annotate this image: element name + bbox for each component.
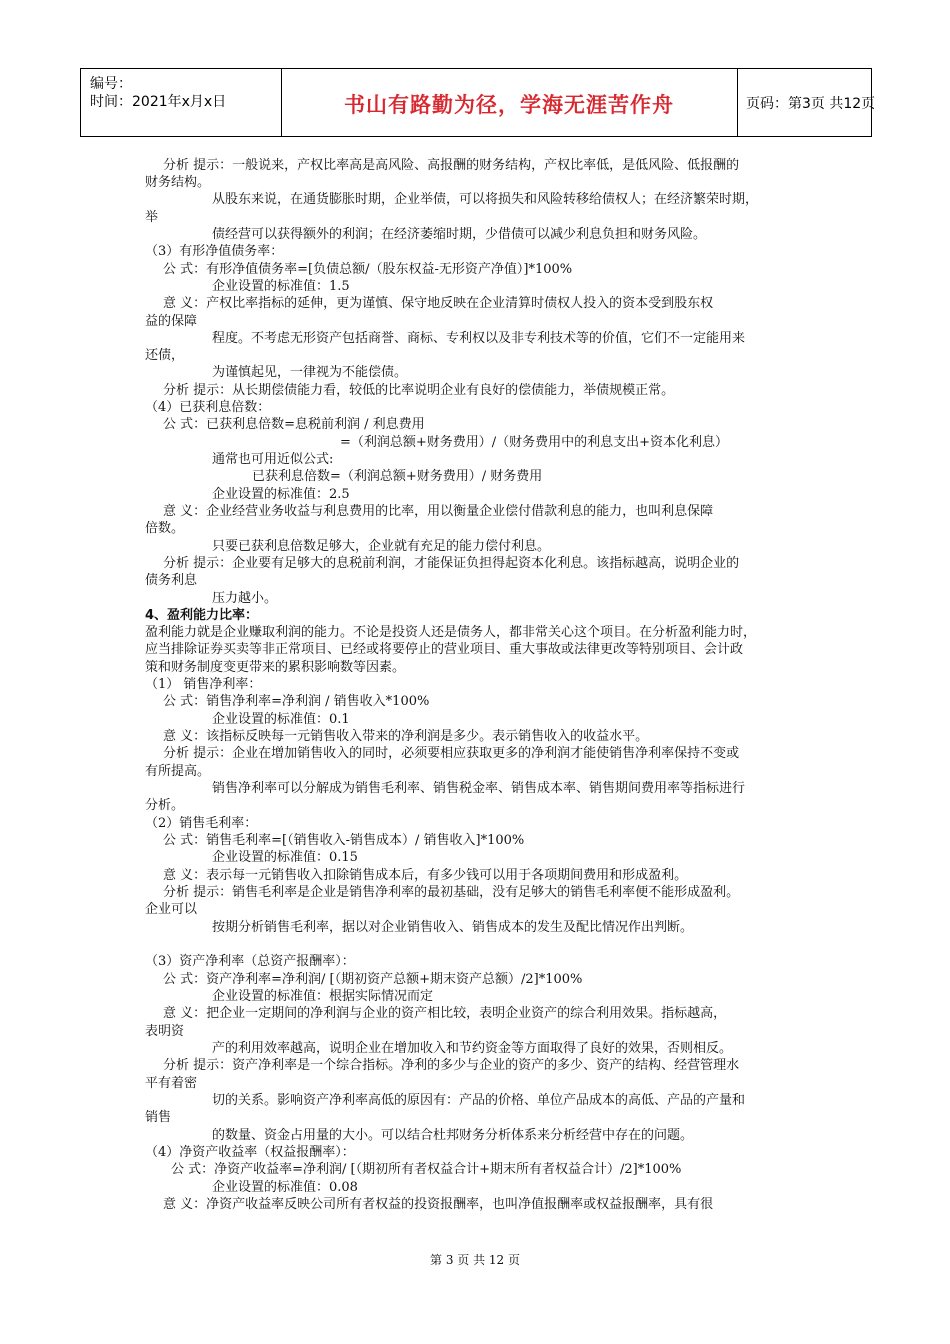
text-line: 为谨慎起见，一律视为不能偿债。: [212, 365, 408, 380]
document-date-label: 时间：2021年x月x日: [90, 94, 227, 110]
text-line: 分析 提示：销售毛利率是企业是销售净利率的最初基础，没有足够大的销售毛利率便不能形成盈利。: [163, 885, 740, 900]
text-line: 分析 提示：一般说来，产权比率高是高风险、高报酬的财务结构，产权比率低，是低风险、低报酬的: [163, 158, 740, 173]
text-line: 债经营可以获得额外的利润；在经济萎缩时期，少借债可以减少利息负担和财务风险。: [212, 227, 707, 242]
section-heading: 4、盈利能力比率：: [145, 608, 259, 623]
header-motto-cell: [281, 69, 738, 136]
text-line: 按期分析销售毛利率，据以对企业销售收入、销售成本的发生及配比情况作出判断。: [212, 920, 694, 935]
text-line: 意 义：产权比率指标的延伸，更为谨慎、保守地反映在企业清算时债权人投入的资本受到股东权: [163, 296, 714, 311]
text-line: 企业可以: [145, 902, 198, 917]
text-line: 只要已获利息倍数足够大，企业就有充足的能力偿付利息。: [212, 539, 551, 554]
header-page-number: 页码：第3页 共12页: [746, 96, 876, 112]
text-line: 公 式：有形净值债务率=[负债总额/（股东权益-无形资产净值）]*100%: [163, 262, 573, 277]
text-line: 的数量、资金占用量的大小。可以结合杜邦财务分析体系来分析经营中存在的问题。: [212, 1128, 694, 1143]
text-line: 公 式：销售净利率=净利润 / 销售收入*100%: [163, 694, 430, 709]
text-line: 分析。: [145, 798, 185, 813]
text-line: （1） 销售净利率：: [145, 677, 262, 692]
page-footer: 第 3 页 共 12 页: [430, 1253, 520, 1267]
text-line: 应当排除证券买卖等非正常项目、已经或将要停止的营业项目、重大事故或法律更改等特别项目、会计政: [145, 642, 744, 657]
text-line: 平有着密: [145, 1076, 198, 1091]
text-line: 举: [145, 210, 159, 225]
text-line: 倍数。: [145, 521, 185, 536]
text-line: 已获利息倍数=（利润总额+财务费用）/ 财务费用: [252, 469, 543, 484]
text-line: 企业设置的标准值：根据实际情况而定: [212, 989, 434, 1004]
text-line: 意 义：该指标反映每一元销售收入带来的净利润是多少。表示销售收入的收益水平。: [163, 729, 649, 744]
document-number-label: 编号：: [90, 76, 132, 92]
text-line: 分析 提示：资产净利率是一个综合指标。净利的多少与企业的资产的多少、资产的结构、经营管理水: [163, 1058, 740, 1073]
text-line: 通常也可用近似公式:: [212, 452, 334, 467]
text-line: 策和财务制度变更带来的累积影响数等因素。: [145, 660, 406, 675]
header-info-cell: [81, 69, 282, 136]
text-line: 程度。不考虑无形资产包括商誉、商标、专利权以及非专利技术等的价值，它们不一定能用来: [212, 331, 746, 346]
text-line: （3）有形净值债务率：: [145, 244, 284, 259]
text-line: 分析 提示：从长期偿债能力看，较低的比率说明企业有良好的偿债能力，举债规模正常。: [163, 383, 675, 398]
text-line: 企业设置的标准值：1.5: [212, 279, 350, 294]
text-line: 有所提高。: [145, 764, 211, 779]
text-line: 分析 提示：企业要有足够大的息税前利润，才能保证负担得起资本化利息。该指标越高，说明企业的: [163, 556, 740, 571]
text-line: 还债，: [145, 348, 185, 363]
text-line: 意 义：表示每一元销售收入扣除销售成本后，有多少钱可以用于各项期间费用和形成盈利。: [163, 868, 688, 883]
text-line: （2）销售毛利率：: [145, 816, 258, 831]
text-line: 公 式：资产净利率=净利润/ [（期初资产总额+期末资产总额）/2]*100%: [163, 972, 583, 987]
text-line: 产的利用效率越高，说明企业在增加收入和节约资金等方面取得了良好的效果，否则相反。: [212, 1041, 733, 1056]
text-line: 切的关系。影响资产净利率高低的原因有：产品的价格、单位产品成本的高低、产品的产量和: [212, 1093, 746, 1108]
text-line: 企业设置的标准值：0.15: [212, 850, 358, 865]
text-line: 企业设置的标准值：0.1: [212, 712, 350, 727]
text-line: 从股东来说，在通货膨胀时期，企业举债，可以将损失和风险转移给债权人；在经济繁荣时期，: [212, 192, 759, 207]
text-line: 意 义：净资产收益率反映公司所有者权益的投资报酬率，也叫净值报酬率或权益报酬率，具有很: [163, 1197, 714, 1212]
text-line: 销售净利率可以分解成为销售毛利率、销售税金率、销售成本率、销售期间费用率等指标进行: [212, 781, 746, 796]
text-line: 表明资: [145, 1024, 185, 1039]
text-line: 公 式：销售毛利率=[（销售收入-销售成本）/ 销售收入]*100%: [163, 833, 525, 848]
text-line: 公 式：已获利息倍数=息税前利润 / 利息费用: [163, 417, 425, 432]
text-line: 压力越小。: [212, 591, 278, 606]
header-motto: 书山有路勤为径，学海无涯苦作舟: [344, 93, 674, 117]
text-line: 财务结构。: [145, 175, 211, 190]
text-line: 企业设置的标准值：2.5: [212, 487, 350, 502]
text-line: 意 义：企业经营业务收益与利息费用的比率，用以衡量企业偿付借款利息的能力，也叫利息保障: [163, 504, 714, 519]
text-line: =（利润总额+财务费用）/（财务费用中的利息支出+资本化利息）: [340, 435, 729, 450]
text-line: 益的保障: [145, 314, 198, 329]
text-line: （4）净资产收益率（权益报酬率）：: [145, 1145, 355, 1160]
text-line: 盈利能力就是企业赚取利润的能力。不论是投资人还是债务人，都非常关心这个项目。在分析盈利能力时，: [145, 625, 757, 640]
text-line: （4）已获利息倍数：: [145, 400, 271, 415]
text-line: 公 式：净资产收益率=净利润/ [（期初所有者权益合计+期末所有者权益合计）/2]*100%: [171, 1162, 682, 1177]
header-table: [80, 68, 876, 137]
text-line: 分析 提示：企业在增加销售收入的同时，必须要相应获取更多的净利润才能使销售净利率保持不变或: [163, 746, 740, 761]
text-line: 债务利息: [145, 573, 198, 588]
text-line: 企业设置的标准值：0.08: [212, 1180, 358, 1195]
text-line: 意 义：把企业一定期间的净利润与企业的资产相比较，表明企业资产的综合利用效果。指标越高，: [163, 1006, 727, 1021]
text-line: （3）资产净利率（总资产报酬率）：: [145, 954, 355, 969]
text-line: 销售: [145, 1110, 172, 1125]
header-page-cell: [738, 69, 876, 136]
